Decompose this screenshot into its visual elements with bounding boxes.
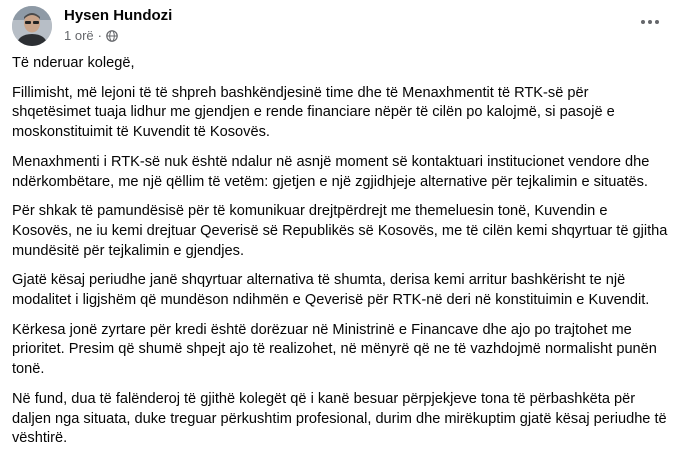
post-header bbox=[12, 6, 668, 46]
more-horizontal-icon bbox=[641, 20, 645, 24]
paragraph: Në fund, dua të falënderoj të gjithë kolegët që i kanë besuar përpjekjeve tona të përbashkëta për daljen nga situata, duke treguar përkushtim profesional, durim dhe mirëkuptim gjatë kësaj periudhe të vështirë. bbox=[12, 390, 667, 447]
author-name[interactable]: Hysen Hundozi bbox=[64, 7, 173, 24]
separator-dot: · bbox=[97, 28, 102, 43]
post-text bbox=[12, 54, 668, 459]
post-meta bbox=[64, 28, 118, 44]
globe-icon bbox=[106, 30, 118, 42]
paragraph: Fillimisht, më lejoni të të shpreh bashkëndjesinë time dhe të Menaxhmentit të RTK-së për shqetësimet tuaja lidhur me gjendjen e rende financiare nëpër të cilën po kalojmë, si pasojë e moskonstituimit të Kuvendit të Kosovës. bbox=[12, 84, 615, 141]
paragraph-greeting: Të nderuar kolegë, bbox=[12, 55, 135, 71]
paragraph: Për shkak të pamundësisë për të komunikuar drejtpërdrejt me themeluesin tonë, Kuvendin e Kosovës, ne iu kemi drejtuar Qeverisë së Republikës së Kosovës, me të cilën kemi shqyrtuar të gjitha mundësitë për tejkalimin e gjendjes. bbox=[12, 203, 668, 259]
post-time[interactable]: 1 orë bbox=[64, 28, 94, 43]
avatar-photo-icon bbox=[12, 6, 52, 46]
paragraph: Kërkesa jonë zyrtare për kredi është dorëzuar në Ministrinë e Financave dhe ajo po trajtohet me prioritet. Presim që shumë shpejt ajo të realizohet, në mënyrë që ne të vazhdojmë normalisht punën tonë. bbox=[12, 321, 657, 378]
more-options-button[interactable] bbox=[636, 12, 664, 32]
paragraph: Menaxhmenti i RTK-së nuk është ndalur në asnjë moment së kontaktuari institucionet vendore dhe ndërkombëtare, me një qëllim të vetëm: gjetjen e një zgjidhjeje alternative për tejkalimin e situatës. bbox=[12, 153, 650, 190]
paragraph: Gjatë kësaj periudhe janë shqyrtuar alternativa të shumta, derisa kemi arritur bashkërisht te një modalitet i ligjshëm që mundëson ndihmën e Qeverisë për RTK-në deri në konstituimin e Kuvendit. bbox=[12, 272, 650, 309]
avatar[interactable] bbox=[12, 6, 52, 46]
